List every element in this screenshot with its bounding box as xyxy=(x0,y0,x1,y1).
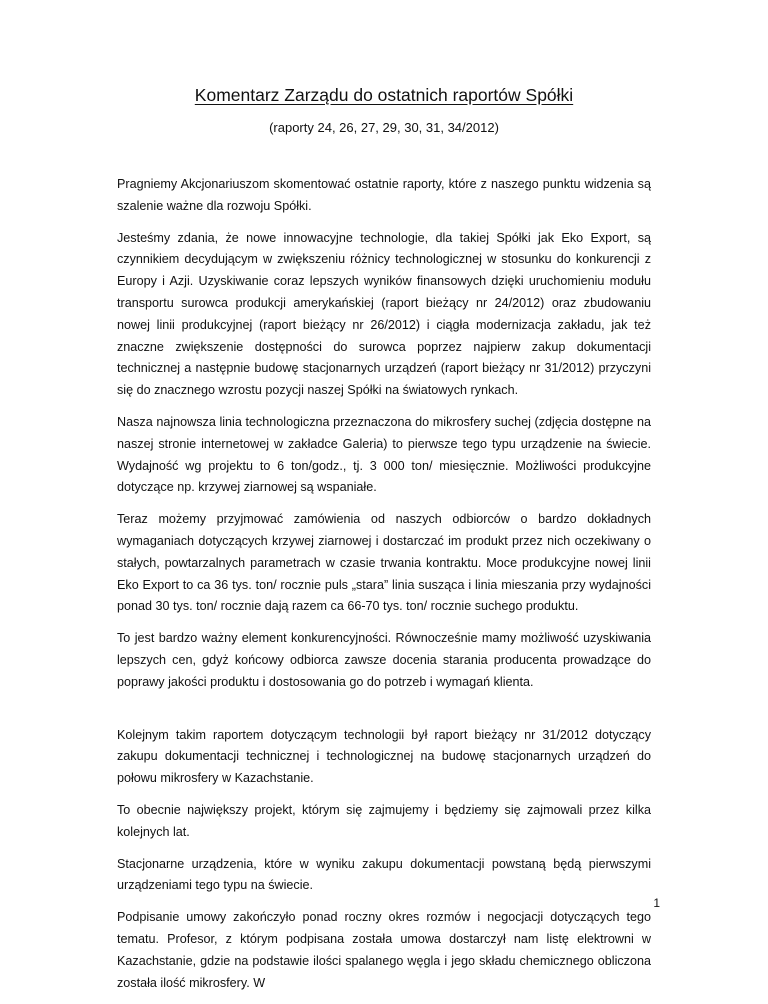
paragraph: Stacjonarne urządzenia, które w wyniku zakupu dokumentacji powstaną będą pierwszymi urządzeniami tego typu na świecie. xyxy=(117,856,651,893)
paragraph: Kolejnym takim raportem dotyczącym technologii był raport bieżący nr 31/2012 dotyczący zakupu dokumentacji technicznej i technologicznej na budowę stacjonarnych urządzeń do połowu mikrosfery w Kazachstanie. xyxy=(117,727,651,786)
paragraph: To obecnie największy projekt, którym się zajmujemy i będziemy się zajmowali przez kilka kolejnych lat. xyxy=(117,802,651,839)
document-title: Komentarz Zarządu do ostatnich raportów Spółki xyxy=(194,85,574,105)
document-subtitle: (raporty 24, 26, 27, 29, 30, 31, 34/2012) xyxy=(269,120,499,135)
paragraph: Jesteśmy zdania, że nowe innowacyjne technologie, dla takiej Spółki jak Eko Export, są czynnikiem decydującym w zwiększeniu różnicy technologicznej w stosunku do konkurencji z Europy i Azji. Uzyskiwanie coraz lepszych wyników finansowych dzięki uruchomieniu modułu transportu surowca produkcji amerykańskiej (raport bieżący nr 24/2012) oraz zbudowaniu nowej linii produkcyjnej (raport bieżący nr 26/2012) i ciągła modernizacja zakładu, jak też znaczne zwiększenie dostępności do surowca poprzez najpierw zakup dokumentacji technicznej a następnie budowę stacjonarnych urządzeń (raport bieżący nr 31/2012) przyczyni się do znacznego wzrostu pozycji naszej Spółki na światowych rynkach. xyxy=(117,230,651,398)
paragraph: Teraz możemy przyjmować zamówienia od naszych odbiorców o bardzo dokładnych wymaganiach dotyczących krzywej ziarnowej i dostarczać im produkt przez nich oczekiwany o stałych, powtarzalnych parametrach w czasie trwania kontraktu. Moce produkcyjne nowej linii Eko Export to ca 36 tys. ton/ rocznie puls „stara” linia susząca i linia mieszania przy wydajności ponad 30 tys. ton/ rocznie dają razem ca 66-70 tys. ton/ rocznie suchego produktu. xyxy=(117,512,651,614)
paragraph: Nasza najnowsza linia technologiczna przeznaczona do mikrosfery suchej (zdjęcia dostępne na naszej stronie internetowej w zakładce Galeria) to pierwsze tego typu urządzenie na świecie. Wydajność wg projektu to 6 ton/godz., tj. 3 000 ton/ miesięcznie. Możliwości produkcyjne dotyczące np. krzywej ziarnowej są wspaniałe. xyxy=(117,414,651,495)
paragraph: To jest bardzo ważny element konkurencyjności. Równocześnie mamy możliwość uzyskiwania lepszych cen, gdyż końcowy odbiorca zawsze docenia starania producenta prowadzące do poprawy jakości produktu i dostosowania go do potrzeb i wymagań klienta. xyxy=(117,631,651,689)
paragraph: Pragniemy Akcjonariuszom skomentować ostatnie raporty, które z naszego punktu widzenia są szalenie ważne dla rozwoju Spółki. xyxy=(117,177,651,213)
document-body xyxy=(117,174,651,1004)
page-number: 1 xyxy=(653,896,660,910)
paragraph: Podpisanie umowy zakończyło ponad roczny okres rozmów i negocjacji dotyczących tego tematu. Profesor, z którym podpisana została umowa dostarczył nam listę elektrowni w Kazachstanie, gdzie na podstawie ilości spalanego węgla i jego składu chemicznego obliczona została ilość mikrosfery. W xyxy=(117,910,651,990)
